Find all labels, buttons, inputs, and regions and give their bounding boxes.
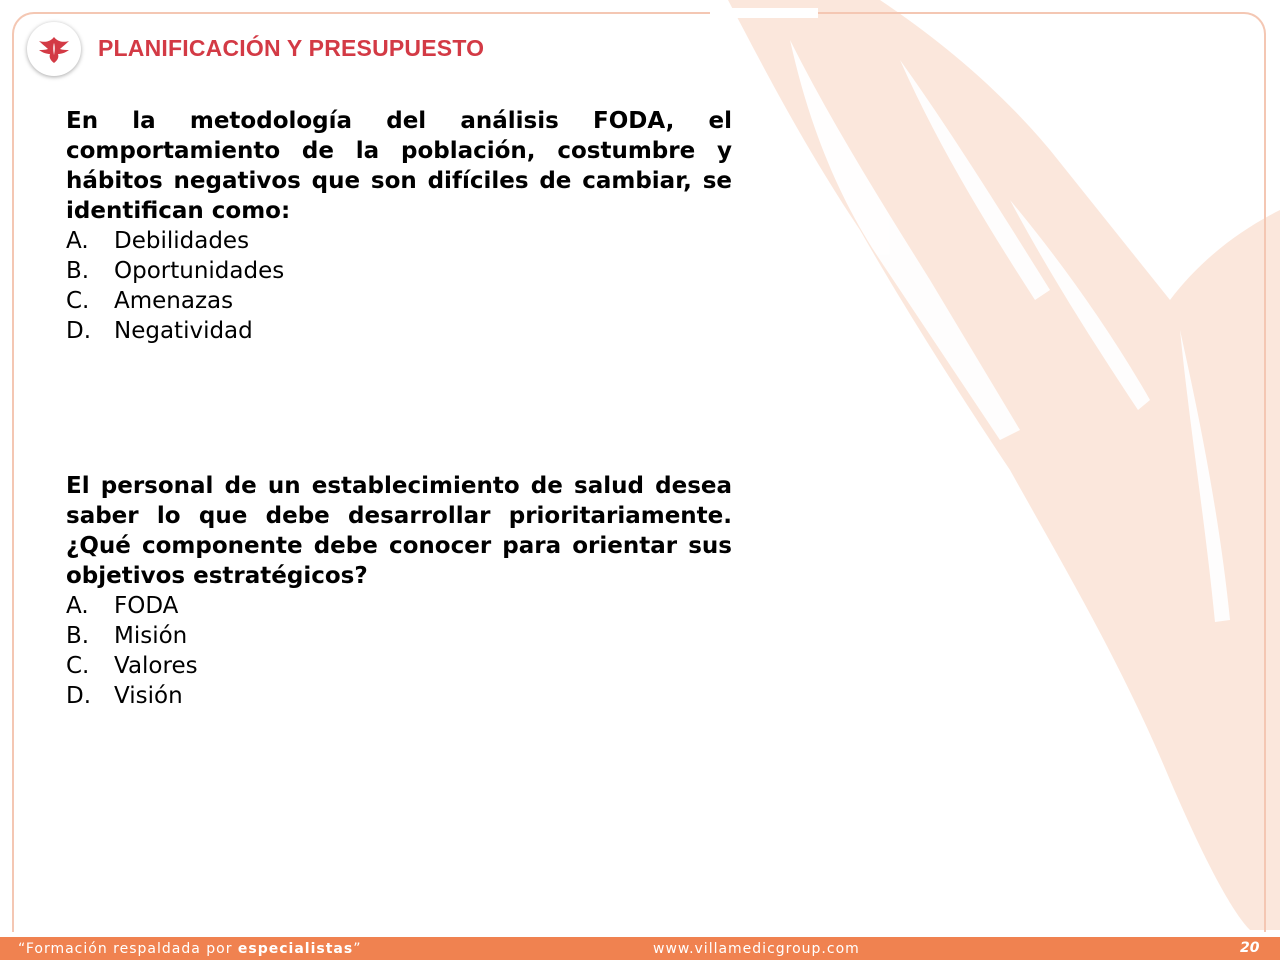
page-number: 20: [1240, 940, 1260, 956]
footer-bar: [0, 937, 1280, 960]
website-link[interactable]: www.villamedicgroup.com: [653, 941, 860, 957]
footer-slogan: [18, 941, 361, 957]
option-text: Negatividad: [114, 318, 253, 344]
question-text: El personal de un establecimiento de salud desea saber lo que debe desarrollar prioritariamente. ¿Qué componente debe conocer para orientar sus objetivos estratégicos?: [66, 473, 732, 589]
option-item: [66, 681, 732, 711]
frame-gap: [710, 8, 818, 18]
option-item: [66, 256, 732, 286]
option-letter: B.: [66, 258, 90, 284]
option-letter: C.: [66, 653, 90, 679]
page-title: PLANIFICACIÓN Y PRESUPUESTO: [98, 35, 485, 61]
option-item: [66, 591, 732, 621]
option-list: [66, 226, 732, 346]
option-item: [66, 286, 732, 316]
question-block-2: [66, 471, 732, 711]
option-letter: D.: [66, 683, 92, 709]
option-letter: B.: [66, 623, 90, 649]
option-text: FODA: [114, 593, 179, 619]
option-text: Visión: [114, 683, 183, 709]
option-letter: D.: [66, 318, 92, 344]
question-block-1: [66, 106, 732, 346]
option-list: [66, 591, 732, 711]
option-text: Misión: [114, 623, 188, 649]
option-text: Oportunidades: [114, 258, 285, 284]
option-text: Valores: [114, 653, 198, 679]
option-item: [66, 316, 732, 346]
slogan-open: “Formación respaldada por: [18, 941, 238, 957]
question-text: En la metodología del análisis FODA, el comportamiento de la población, costumbre y hábitos negativos que son difíciles de cambiar, se identifican como:: [66, 108, 732, 224]
option-item: [66, 621, 732, 651]
option-text: Debilidades: [114, 228, 250, 254]
option-item: [66, 226, 732, 256]
phoenix-logo-icon: [27, 22, 81, 76]
slogan-bold: especialistas: [237, 941, 354, 957]
option-letter: A.: [66, 228, 89, 254]
option-text: Amenazas: [114, 288, 234, 314]
option-item: [66, 651, 732, 681]
option-letter: A.: [66, 593, 89, 619]
slogan-close: ”: [353, 941, 362, 957]
option-letter: C.: [66, 288, 90, 314]
